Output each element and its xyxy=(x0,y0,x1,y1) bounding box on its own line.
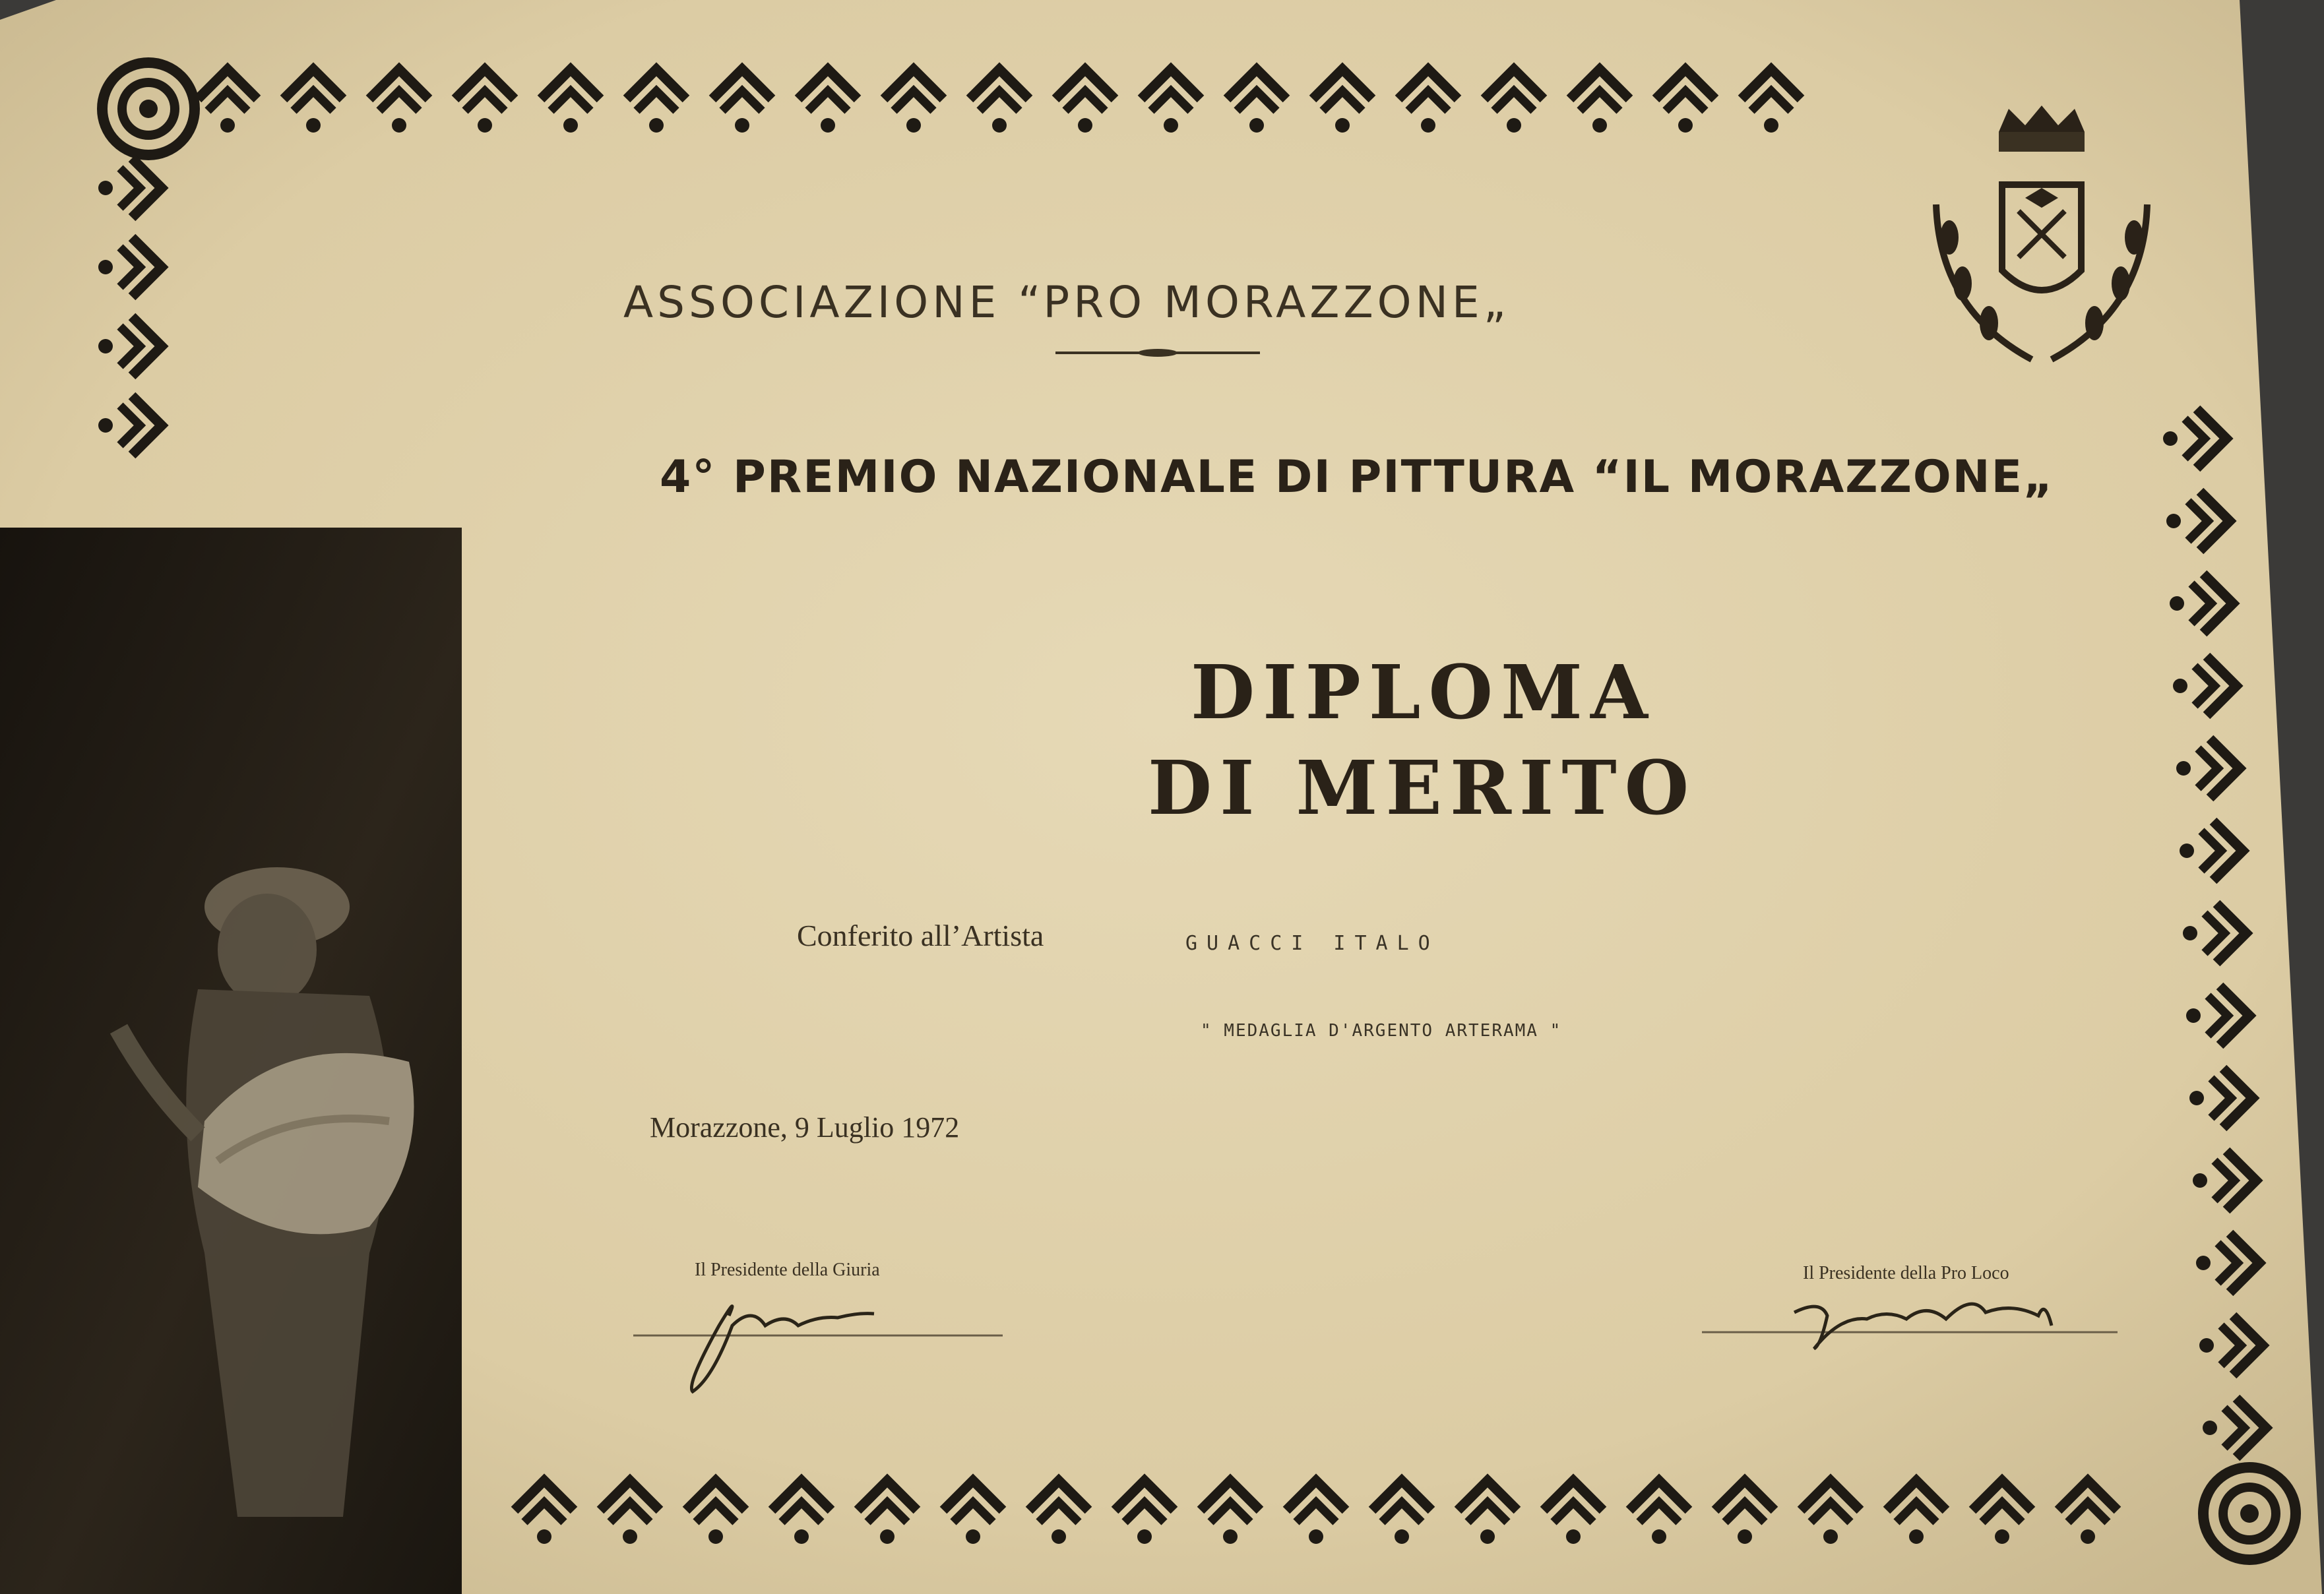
artist-name: GUACCI ITALO xyxy=(1185,932,1439,955)
diploma-title-line1: DIPLOMA xyxy=(1191,650,1656,736)
association-name: ASSOCIAZIONE “PRO MORAZZONE„ xyxy=(623,277,1510,328)
diploma-title-line2: DI MERITO xyxy=(1148,745,1697,832)
signature-right-label: Il Presidente della Pro Loco xyxy=(1803,1263,2009,1283)
place-date: Morazzone, 9 Luglio 1972 xyxy=(650,1111,960,1144)
award-name: " MEDAGLIA D'ARGENTO ARTERAMA " xyxy=(1201,1021,1562,1041)
conferred-label: Conferito all’Artista xyxy=(797,919,1044,952)
signature-left-label: Il Presidente della Giuria xyxy=(695,1260,880,1280)
competition-title: 4° PREMIO NAZIONALE DI PITTURA “IL MORAZZONE„ xyxy=(660,451,2054,503)
